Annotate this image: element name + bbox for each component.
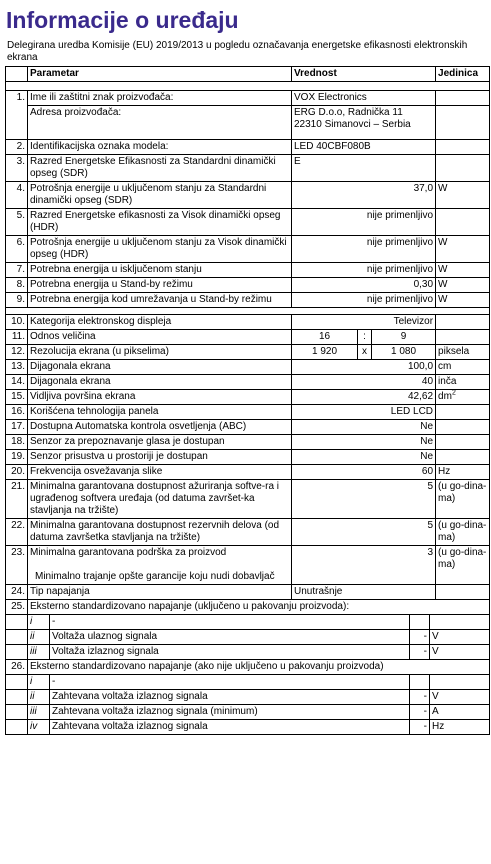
row-unit (436, 315, 490, 330)
row-number: 11. (6, 330, 28, 345)
ratio-height: 9 (372, 330, 436, 345)
row-number: 1. (6, 91, 28, 106)
row-label: Adresa proizvođača: (28, 106, 292, 140)
table-row (6, 480, 490, 519)
row-label: Razred Energetske efikasnosti za Visok dinamički opseg (HDR) (28, 209, 292, 236)
sub-unit: Hz (430, 720, 490, 735)
sub-label: Zahtevana voltaža izlaznog signala (50, 720, 410, 735)
row-unit: (u go-dina-ma) (436, 519, 490, 546)
table-row (6, 405, 490, 420)
row-unit: W (436, 236, 490, 263)
product-info-table (5, 66, 490, 600)
row-value: E (292, 155, 436, 182)
sub-label: Zahtevana voltaža izlaznog signala (minimum) (50, 705, 410, 720)
row-value: nije primenljivo (292, 293, 436, 308)
row-label: Rezolucija ekrana (u pikselima) (28, 345, 292, 360)
table-row (6, 182, 490, 209)
row-number: 21. (6, 480, 28, 519)
row-number: 14. (6, 375, 28, 390)
sub-unit (430, 675, 490, 690)
sub-label: - (50, 615, 410, 630)
row-number (6, 630, 28, 645)
row-unit: inča (436, 375, 490, 390)
sub-value: - (410, 720, 430, 735)
row-label: Odnos veličina (28, 330, 292, 345)
row-unit: W (436, 278, 490, 293)
spacer-row (6, 82, 490, 91)
table-row (6, 600, 490, 615)
row-number: 22. (6, 519, 28, 546)
sub-number: i (28, 675, 50, 690)
row-label (28, 546, 292, 585)
row-unit: (u go-dina-ma) (436, 480, 490, 519)
page-title: Informacije o uređaju (6, 7, 239, 33)
table-row (6, 330, 490, 345)
row-number (6, 675, 28, 690)
sub-unit: V (430, 690, 490, 705)
resolution-height: 1 080 (372, 345, 436, 360)
table-row (6, 615, 490, 630)
row-number (6, 690, 28, 705)
row-value: 100,0 (292, 360, 436, 375)
header-value: Vrednost (292, 67, 436, 82)
row-value: ERG D.o.o, Radnička 11 22310 Simanovci – Serbia (292, 106, 436, 140)
sub-label: Voltaža ulaznog signala (50, 630, 410, 645)
table-row (6, 720, 490, 735)
row-label: Senzor prisustva u prostoriji je dostupan (28, 450, 292, 465)
row-number: 2. (6, 140, 28, 155)
row-number: 20. (6, 465, 28, 480)
row-value: 5 (292, 519, 436, 546)
power-supply-table (5, 599, 490, 735)
row-number: 5. (6, 209, 28, 236)
row-number: 26. (6, 660, 28, 675)
row-value: nije primenljivo (292, 236, 436, 263)
row-number: 19. (6, 450, 28, 465)
row-label: Potrošnja energije u uključenom stanju za Visok dinamički opseg (HDR) (28, 236, 292, 263)
row-unit (436, 140, 490, 155)
row-number: 25. (6, 600, 28, 615)
row-label: Dostupna Automatska kontrola osvetljenja (ABC) (28, 420, 292, 435)
row-value: 3 (292, 546, 436, 585)
table-row (6, 360, 490, 375)
sub-value: - (410, 645, 430, 660)
row-label: Vidljiva površina ekrana (28, 390, 292, 405)
row-number: 24. (6, 585, 28, 600)
table-row (6, 675, 490, 690)
row-unit (436, 106, 490, 140)
table-row (6, 375, 490, 390)
row-number: 17. (6, 420, 28, 435)
row-value: 60 (292, 465, 436, 480)
spacer-row (6, 308, 490, 315)
row-label: Dijagonala ekrana (28, 375, 292, 390)
sub-number: ii (28, 630, 50, 645)
row-value: VOX Electronics (292, 91, 436, 106)
row-value: Unutrašnje (292, 585, 436, 600)
table-row (6, 155, 490, 182)
row-number: 7. (6, 263, 28, 278)
row-label-primary: Minimalna garantovana podrška za proizvod (30, 547, 227, 558)
table-row (6, 345, 490, 360)
row-unit: W (436, 293, 490, 308)
row-label: Razred Energetske Efikasnosti za Standardni dinamički opseg (SDR) (28, 155, 292, 182)
table-row (6, 585, 490, 600)
row-label: Minimalna garantovana dostupnost rezervnih delova (od datuma završetka stavljanja na tržište) (28, 519, 292, 546)
row-value: LED 40CBF080B (292, 140, 436, 155)
row-number (6, 106, 28, 140)
table-row (6, 315, 490, 330)
row-unit (436, 405, 490, 420)
row-value: nije primenljivo (292, 263, 436, 278)
sub-label: Voltaža izlaznog signala (50, 645, 410, 660)
row-unit: W (436, 263, 490, 278)
table-row (6, 140, 490, 155)
row-unit (436, 91, 490, 106)
table-row (6, 705, 490, 720)
row-number (6, 720, 28, 735)
row-number: 16. (6, 405, 28, 420)
row-label: Minimalna garantovana dostupnost ažuriranja softve-ra i ugrađenog softvera uređaja (od datuma završet-ka stavljanja na tržište) (28, 480, 292, 519)
row-unit (436, 450, 490, 465)
resolution-width: 1 920 (292, 345, 358, 360)
sub-value: - (410, 630, 430, 645)
sub-number: i (28, 615, 50, 630)
sub-unit: V (430, 630, 490, 645)
row-label: Ime ili zaštitni znak proizvođača: (28, 91, 292, 106)
row-number: 15. (6, 390, 28, 405)
row-number (6, 645, 28, 660)
row-number: 8. (6, 278, 28, 293)
row-label: Eksterno standardizovano napajanje (uključeno u pakovanju proizvoda): (28, 600, 490, 615)
row-value: 0,30 (292, 278, 436, 293)
row-value: Ne (292, 450, 436, 465)
row-label: Korišćena tehnologija panela (28, 405, 292, 420)
table-row (6, 236, 490, 263)
table-row (6, 630, 490, 645)
sub-number: iv (28, 720, 50, 735)
sub-label: - (50, 675, 410, 690)
row-unit: piksela (436, 345, 490, 360)
sub-unit (430, 615, 490, 630)
table-row (6, 263, 490, 278)
row-number: 13. (6, 360, 28, 375)
row-label-secondary: Minimalno trajanje opšte garancije koju nudi dobavljač (35, 571, 275, 582)
table-row (6, 91, 490, 106)
ratio-separator: : (358, 330, 372, 345)
table-row (6, 519, 490, 546)
unit-exponent: 2 (451, 389, 456, 397)
row-label: Potrebna energija u Stand-by režimu (28, 278, 292, 293)
row-label: Frekvencija osvežavanja slike (28, 465, 292, 480)
row-value: 42,62 (292, 390, 436, 405)
table-row (6, 660, 490, 675)
table-row (6, 546, 490, 585)
sub-unit: A (430, 705, 490, 720)
resolution-separator: x (358, 345, 372, 360)
table-row (6, 390, 490, 405)
row-value: 37,0 (292, 182, 436, 209)
row-number: 9. (6, 293, 28, 308)
table-row (6, 465, 490, 480)
row-number: 23. (6, 546, 28, 585)
row-number: 6. (6, 236, 28, 263)
row-unit (436, 420, 490, 435)
row-number: 10. (6, 315, 28, 330)
table-row (6, 435, 490, 450)
row-value: Ne (292, 435, 436, 450)
row-unit (436, 435, 490, 450)
table-row (6, 645, 490, 660)
row-number: 12. (6, 345, 28, 360)
row-value: Ne (292, 420, 436, 435)
row-value: 40 (292, 375, 436, 390)
row-value: LED LCD (292, 405, 436, 420)
header-parameter: Parametar (28, 67, 292, 82)
ratio-width: 16 (292, 330, 358, 345)
row-number: 4. (6, 182, 28, 209)
row-label: Potrebna energija kod umrežavanja u Stand-by režimu (28, 293, 292, 308)
row-unit: cm (436, 360, 490, 375)
row-label: Potrebna energija u isključenom stanju (28, 263, 292, 278)
row-unit (436, 330, 490, 345)
row-value: nije primenljivo (292, 209, 436, 236)
table-row (6, 420, 490, 435)
sub-value: - (410, 690, 430, 705)
unit-base: dm (438, 391, 452, 402)
header-unit: Jedinica (436, 67, 490, 82)
row-label: Dijagonala ekrana (28, 360, 292, 375)
sub-value (410, 615, 430, 630)
row-unit (436, 155, 490, 182)
table-row (6, 106, 490, 140)
row-label: Senzor za prepoznavanje glasa je dostupan (28, 435, 292, 450)
sub-label: Zahtevana voltaža izlaznog signala (50, 690, 410, 705)
table-row (6, 450, 490, 465)
row-label: Identifikacijska oznaka modela: (28, 140, 292, 155)
table-row (6, 278, 490, 293)
table-row (6, 209, 490, 236)
row-label: Eksterno standardizovano napajanje (ako nije uključeno u pakovanju proizvoda) (28, 660, 490, 675)
row-unit (436, 390, 490, 405)
sub-number: iii (28, 705, 50, 720)
row-number: 3. (6, 155, 28, 182)
row-unit: Hz (436, 465, 490, 480)
row-number (6, 615, 28, 630)
row-number: 18. (6, 435, 28, 450)
table-row (6, 293, 490, 308)
row-unit (436, 209, 490, 236)
row-label: Potrošnja energije u uključenom stanju za Standardni dinamički opseg (SDR) (28, 182, 292, 209)
sub-number: ii (28, 690, 50, 705)
sub-unit: V (430, 645, 490, 660)
sub-value (410, 675, 430, 690)
header-number (6, 67, 28, 82)
row-label: Tip napajanja (28, 585, 292, 600)
row-unit: W (436, 182, 490, 209)
row-label: Kategorija elektronskog displeja (28, 315, 292, 330)
row-number (6, 705, 28, 720)
row-unit: (u go-dina-ma) (436, 546, 490, 585)
table-header (6, 67, 490, 82)
row-value: 5 (292, 480, 436, 519)
sub-value: - (410, 705, 430, 720)
table-row (6, 690, 490, 705)
row-value: Televizor (292, 315, 436, 330)
row-unit (436, 585, 490, 600)
sub-number: iii (28, 645, 50, 660)
page-subtitle: Delegirana uredba Komisije (EU) 2019/2013 u pogledu označavanja energetske efikasnosti elektronskih ekrana (7, 40, 468, 63)
